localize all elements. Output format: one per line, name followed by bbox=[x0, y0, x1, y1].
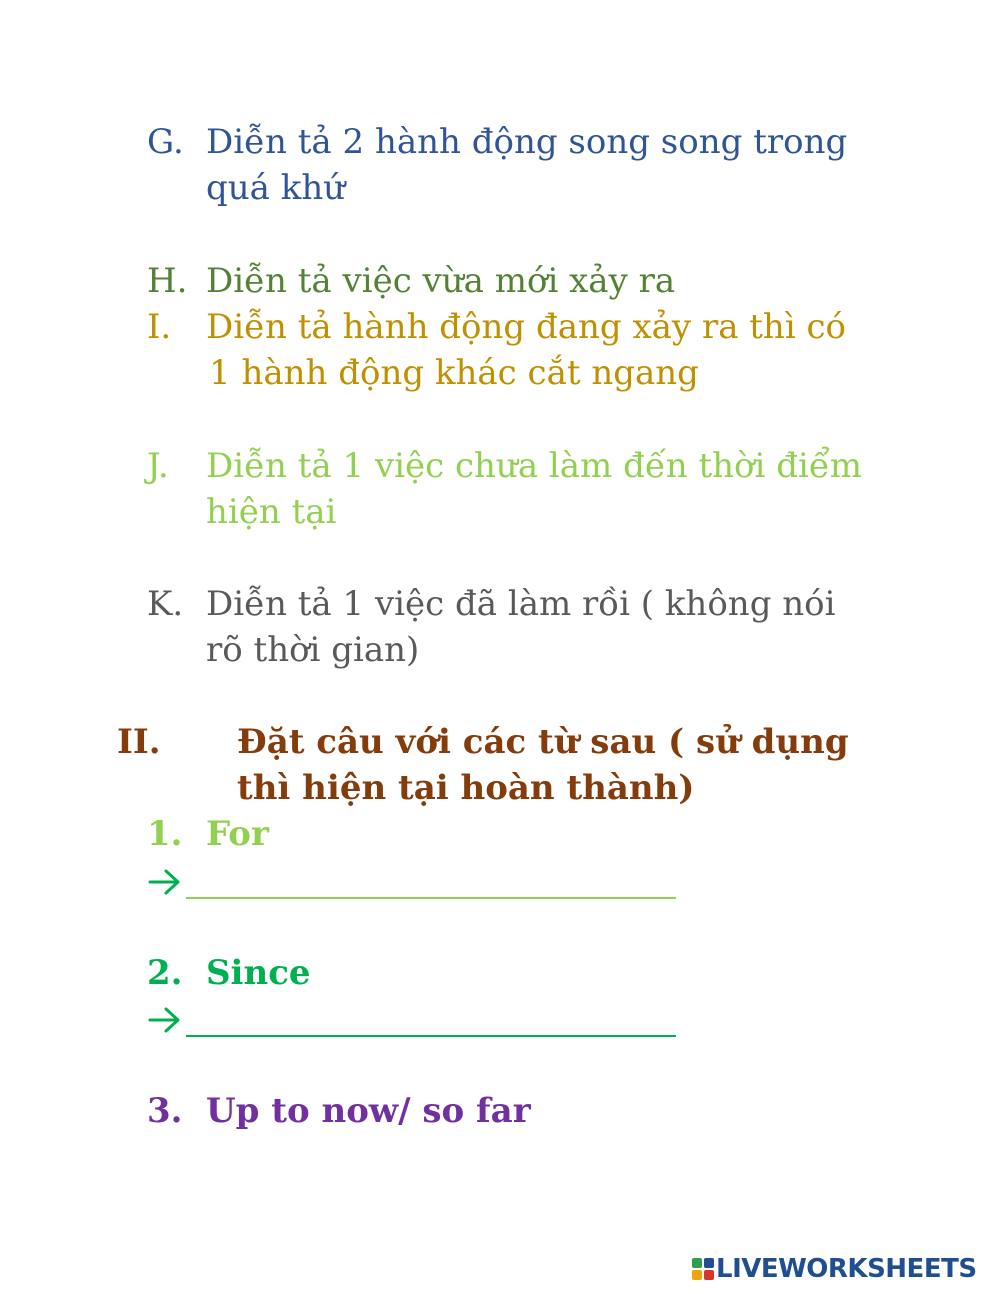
item-text bbox=[206, 304, 886, 396]
section-title-line: thì hiện tại hoàn thành) bbox=[237, 768, 695, 808]
item-text bbox=[206, 258, 886, 304]
arrow-right-icon bbox=[148, 1005, 182, 1035]
answer-line-2[interactable] bbox=[148, 995, 688, 1041]
arrow-right-icon bbox=[148, 867, 182, 897]
question-word: For bbox=[206, 814, 269, 854]
item-text bbox=[206, 443, 886, 535]
answer-blank[interactable] bbox=[186, 1035, 676, 1037]
answer-line-1[interactable] bbox=[148, 857, 688, 903]
item-text-line: hiện tại bbox=[206, 492, 337, 532]
item-marker: I. bbox=[147, 307, 172, 347]
item-text-line: Diễn tả 2 hành động song song trong bbox=[206, 122, 848, 162]
item-text-line: rõ thời gian) bbox=[206, 630, 420, 670]
item-text-line: Diễn tả 1 việc chưa làm đến thời điểm bbox=[206, 446, 862, 486]
item-marker: K. bbox=[147, 584, 184, 624]
section-number: II. bbox=[117, 722, 161, 762]
item-text-line: Diễn tả việc vừa mới xảy ra bbox=[206, 261, 676, 301]
brand-footer bbox=[692, 1254, 992, 1284]
item-text-line: 1 hành động khác cắt ngang bbox=[209, 353, 699, 393]
question-number: 1. bbox=[147, 814, 183, 854]
question-number: 3. bbox=[147, 1091, 183, 1131]
question-word: Up to now/ so far bbox=[206, 1091, 531, 1131]
brand-name: LIVEWORKSHEETS bbox=[716, 1254, 977, 1284]
answer-blank[interactable] bbox=[186, 897, 676, 899]
item-marker: G. bbox=[147, 122, 184, 162]
item-text bbox=[206, 119, 886, 211]
item-text-line: quá khứ bbox=[206, 168, 346, 208]
section-title-line: Đặt câu với các từ sau ( sử dụng bbox=[237, 722, 849, 762]
liveworksheets-logo-icon bbox=[692, 1258, 714, 1280]
item-marker: H. bbox=[147, 261, 188, 301]
item-text-line: Diễn tả 1 việc đã làm rồi ( không nói bbox=[206, 584, 836, 624]
item-text bbox=[206, 581, 886, 673]
section-title bbox=[237, 719, 849, 811]
item-text-line: Diễn tả hành động đang xảy ra thì có bbox=[206, 307, 847, 347]
question-word: Since bbox=[206, 953, 311, 993]
item-marker: J. bbox=[147, 446, 169, 486]
question-number: 2. bbox=[147, 953, 183, 993]
